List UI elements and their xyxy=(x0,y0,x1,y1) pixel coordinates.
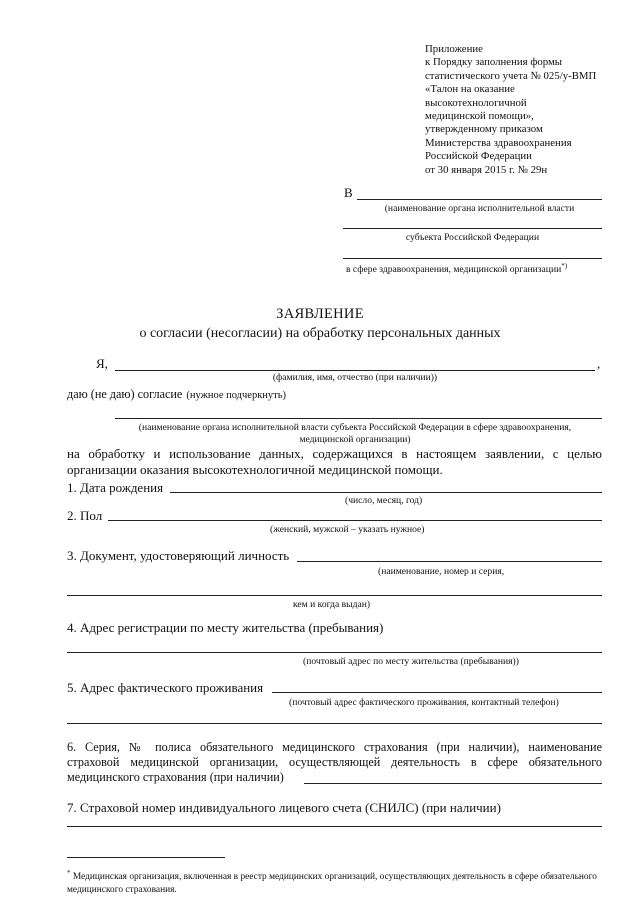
snils-field[interactable] xyxy=(67,826,602,827)
appendix-line: к Порядку заполнения формы xyxy=(425,56,563,69)
footnote-divider xyxy=(67,857,225,858)
appendix-line: «Талон на оказание xyxy=(425,83,515,96)
organization-hint-2: медицинской организации) xyxy=(299,434,411,445)
sex-hint: (женский, мужской – указать нужное) xyxy=(270,524,425,535)
footnote xyxy=(67,867,607,897)
appendix-line: медицинской помощи», xyxy=(425,110,534,123)
document-title: ЗАЯВЛЕНИЕ xyxy=(276,306,364,322)
identity-doc-field-2[interactable] xyxy=(67,595,602,596)
addressee-hint-3: в сфере здравоохранения, медицинской организации*) xyxy=(346,262,568,276)
appendix-line: утвержденному приказом xyxy=(425,123,543,136)
organization-hint-1: (наименование органа исполнительной власти субъекта Российской Федерации в сфере здравоохранения, xyxy=(138,422,572,433)
full-name-hint: (фамилия, имя, отчество (при наличии)) xyxy=(272,372,438,383)
addressee-hint-2: субъекта Российской Федерации xyxy=(405,232,540,243)
identity-doc-label: 3. Документ, удостоверяющий личность xyxy=(67,548,290,563)
policy-field[interactable] xyxy=(304,783,602,784)
appendix-line: Министерства здравоохранения xyxy=(425,136,572,149)
footnote-mark: * xyxy=(67,869,71,877)
registration-address-hint: (почтовый адрес по месту жительства (пребывания)) xyxy=(303,656,519,667)
identity-doc-field-1[interactable] xyxy=(297,561,602,562)
document-subtitle: о согласии (несогласии) на обработку персональных данных xyxy=(139,326,501,341)
appendix-line: Приложение xyxy=(425,43,483,55)
appendix-line: статистического учета № 025/у-ВМП xyxy=(425,69,597,82)
birth-date-hint: (число, месяц, год) xyxy=(345,495,423,506)
identity-doc-hint-2: кем и когда выдан) xyxy=(293,599,371,610)
appendix-line: высокотехнологичной xyxy=(425,96,527,109)
addressee-hint-1: (наименование органа исполнительной власти xyxy=(384,203,575,214)
organization-field[interactable] xyxy=(115,418,602,419)
addressee-prefix: В xyxy=(344,185,353,200)
policy-line-2: страховой медицинской организации, осуществляющей деятельность в сфере обязательного xyxy=(67,755,602,769)
consent-line xyxy=(67,385,286,403)
consent-text: даю (не даю) согласие xyxy=(67,387,183,401)
snils-label: 7. Страховой номер индивидуального лицевого счета (СНИЛС) (при наличии) xyxy=(67,800,501,815)
footnote-text: Медицинская организация, включенная в реестр медицинских организаций, осуществляющих деятельность в сфере обязательного медицинского страхования. xyxy=(67,872,597,896)
sex-field[interactable] xyxy=(108,520,602,521)
addressee-field-1[interactable] xyxy=(357,199,602,200)
full-name-field[interactable] xyxy=(115,370,595,371)
purpose-line-2: организации оказания высокотехнологичной медицинской помощи. xyxy=(67,462,443,477)
sex-label: 2. Пол xyxy=(67,508,103,523)
identity-doc-hint-1: (наименование, номер и серия, xyxy=(378,566,505,577)
registration-address-label: 4. Адрес регистрации по месту жительства (пребывания) xyxy=(67,620,384,635)
consent-note: (нужное подчеркнуть) xyxy=(186,390,287,401)
birth-date-label: 1. Дата рождения xyxy=(67,480,164,495)
appendix-line: от 30 января 2015 г. № 29н xyxy=(425,163,548,176)
actual-address-hint: (почтовый адрес фактического проживания, контактный телефон) xyxy=(289,697,559,708)
appendix-line: Российской Федерации xyxy=(425,150,532,163)
actual-address-field-2[interactable] xyxy=(67,723,602,724)
purpose-line-1: на обработку и использование данных, содержащихся в настоящем заявлении, с целью xyxy=(67,446,602,461)
i-label: Я, xyxy=(96,356,108,371)
birth-date-field[interactable] xyxy=(170,492,602,493)
addressee-field-3[interactable] xyxy=(343,258,602,259)
policy-line-3: медицинского страхования (при наличии) xyxy=(67,770,284,784)
i-comma: , xyxy=(597,356,601,371)
actual-address-label: 5. Адрес фактического проживания xyxy=(67,680,264,695)
appendix-note xyxy=(425,43,630,177)
addressee-field-2[interactable] xyxy=(343,228,602,229)
footnote-ref: *) xyxy=(561,262,568,270)
actual-address-field-1[interactable] xyxy=(272,692,602,693)
registration-address-field[interactable] xyxy=(67,652,602,653)
policy-line-1: 6. Серия, № полиса обязательного медицинского страхования (при наличии), наименование xyxy=(67,740,602,754)
